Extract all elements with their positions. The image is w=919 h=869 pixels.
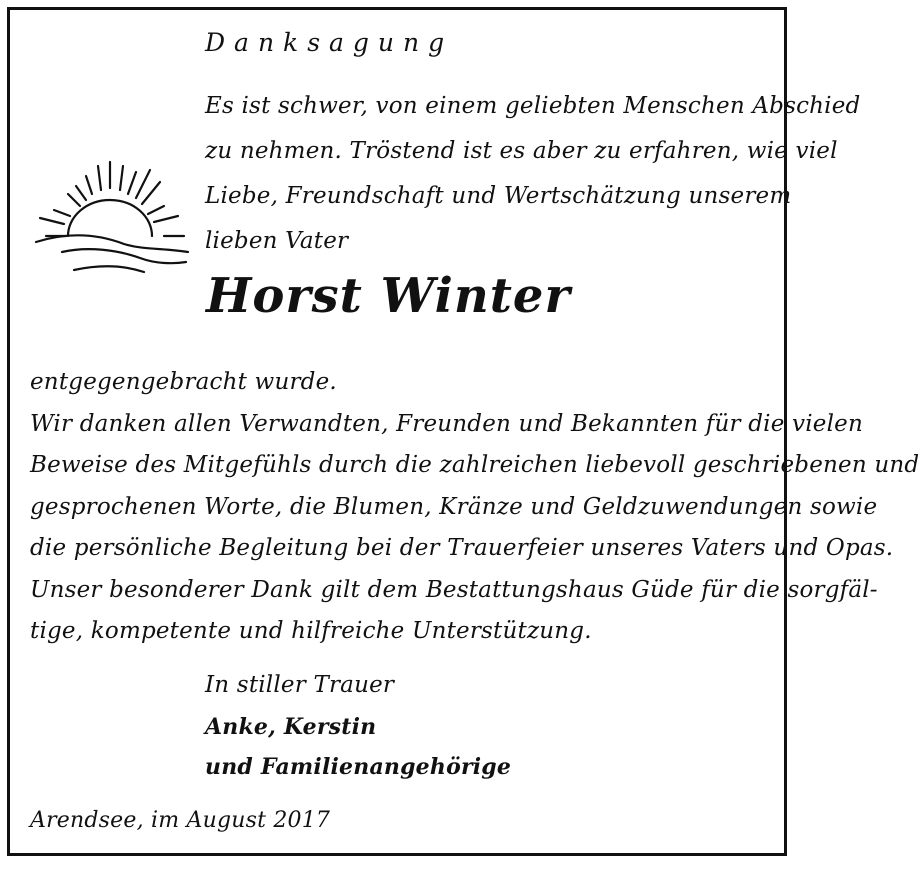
intro-line: lieben Vater [205,228,349,254]
signers-names: Anke, Kerstin [205,714,377,740]
body-line: tige, kompetente und hilfreiche Unterstützung. [30,618,592,644]
intro-line: Es ist schwer, von einem geliebten Menschen Abschied [205,93,861,119]
body-line: Wir danken allen Verwandten, Freunden und Bekannten für die vielen [30,410,863,437]
closing-phrase: In stiller Trauer [205,672,395,698]
signers-family: und Familienangehörige [205,754,512,780]
body-paragraph [30,362,919,653]
body-line: gesprochenen Worte, die Blumen, Kränze und Geldzuwendungen sowie [30,493,878,520]
deceased-name: Horst Winter [206,268,571,324]
body-line: Beweise des Mitgefühls durch die zahlreichen liebevoll geschriebenen und [30,452,919,478]
body-line: entgegengebracht wurde. [30,369,337,395]
intro-paragraph [205,84,861,264]
body-line: Unser besonderer Dank gilt dem Bestattungshaus Güde für die sorgfäl- [30,576,878,603]
place-date: Arendsee, im August 2017 [30,808,331,833]
intro-line: Liebe, Freundschaft und Wertschätzung unserem [205,183,792,209]
notice-heading: Danksagung [205,28,454,57]
sunrise-icon [28,152,190,280]
intro-line: zu nehmen. Tröstend ist es aber zu erfahren, wie viel [205,138,838,164]
body-line: die persönliche Begleitung bei der Trauerfeier unseres Vaters und Opas. [30,535,894,561]
